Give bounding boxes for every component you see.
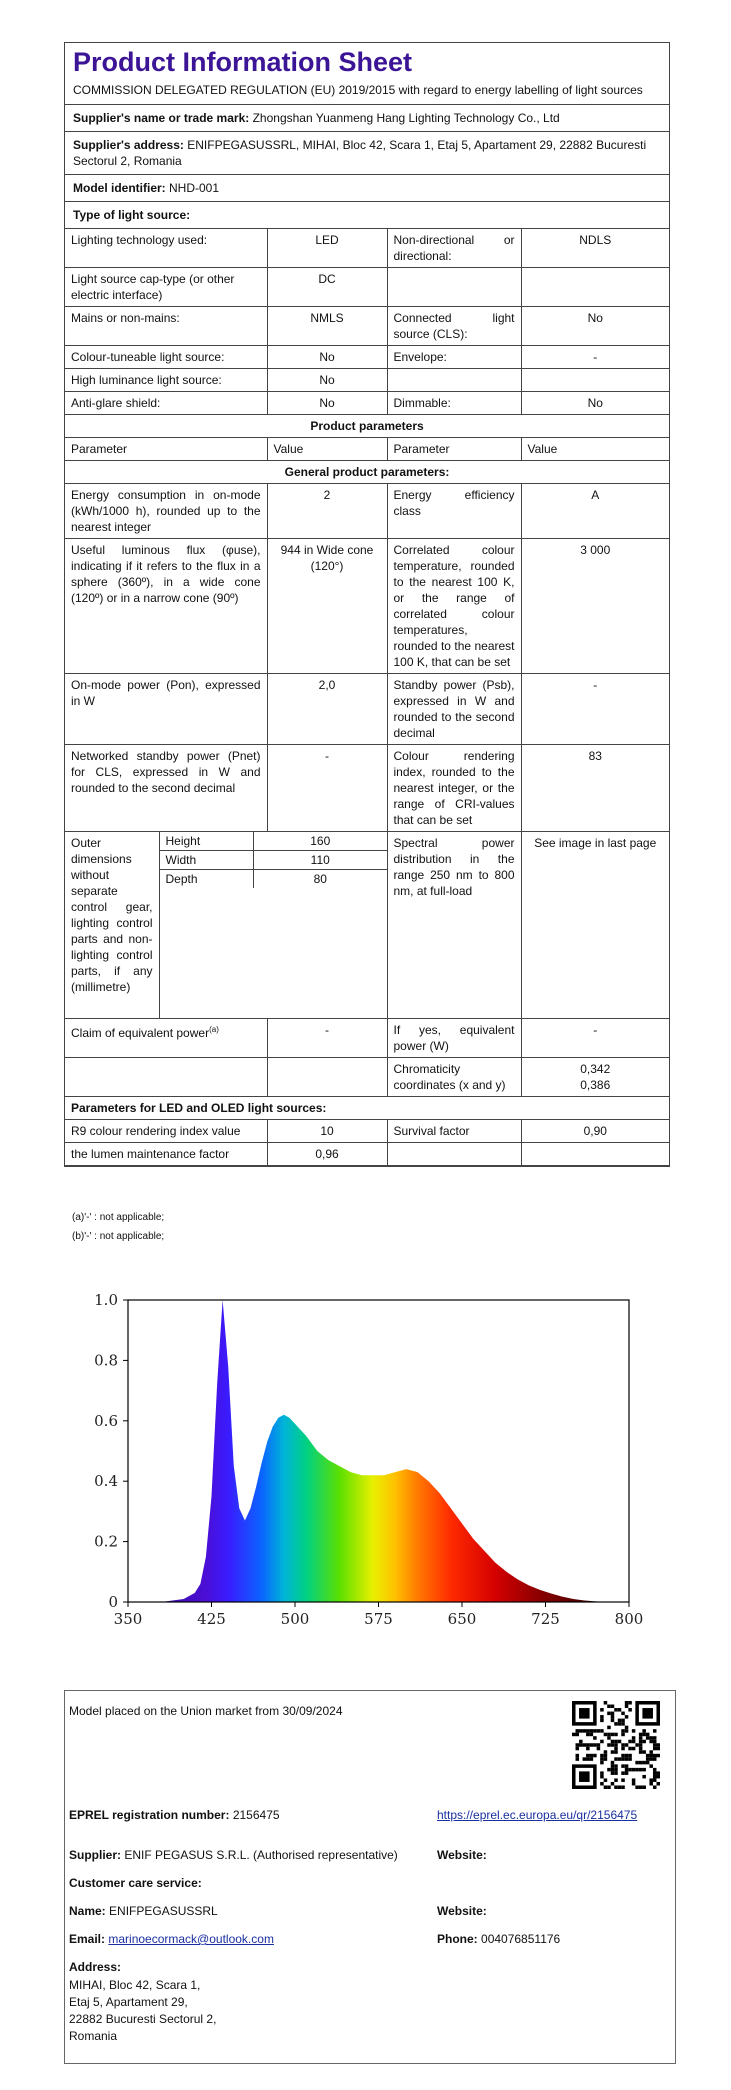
claim-value: - <box>267 1019 387 1058</box>
type-param-label-2: Dimmable: <box>387 392 521 415</box>
general-params-header: General product parameters: <box>65 461 669 484</box>
chromaticity-row <box>65 1058 669 1097</box>
general-param-value-2: A <box>521 484 669 539</box>
type-param-value: No <box>267 369 387 392</box>
type-param-value: NMLS <box>267 307 387 346</box>
spd-label: Spectral power distribution in the range 250 nm to 800 nm, at full-load <box>387 832 521 1019</box>
spd-value: See image in last page <box>521 832 669 1019</box>
x-tick-label: 500 <box>280 1610 310 1628</box>
x-tick-label: 800 <box>614 1610 644 1628</box>
general-header-row <box>65 461 669 484</box>
type-row <box>65 369 669 392</box>
general-param-value: 944 in Wide cone (120°) <box>267 539 387 674</box>
lumen-label: the lumen maintenance factor <box>65 1143 267 1166</box>
type-row <box>65 229 669 268</box>
general-param-label-2: Energy efficiency class <box>387 484 521 539</box>
type-param-label-2 <box>387 369 521 392</box>
type-row <box>65 307 669 346</box>
chromaticity-label: Chromaticity coordinates (x and y) <box>387 1058 521 1097</box>
lumen-row <box>65 1143 669 1166</box>
address-line: Etaj 5, Apartament 29, <box>69 1995 188 2009</box>
eprel-row <box>69 1807 280 1824</box>
columns-header-row <box>65 438 669 461</box>
market-date: Model placed on the Union market from 30/09/2024 <box>69 1704 343 1718</box>
customer-care-label: Customer care service: <box>69 1876 202 1890</box>
general-row <box>65 745 669 832</box>
r9-row <box>65 1120 669 1143</box>
supplier-row <box>65 105 669 132</box>
name-label: Name: <box>69 1904 106 1918</box>
address-line: MIHAI, Bloc 42, Scara 1, <box>69 1978 201 1992</box>
type-param-value-2: No <box>521 392 669 415</box>
eprel-number: 2156475 <box>232 1808 280 1822</box>
type-param-value-2 <box>521 369 669 392</box>
type-param-label: Colour-tuneable light source: <box>65 346 267 369</box>
supplier-value: Zhongshan Yuanmeng Hang Lighting Technology Co., Ltd <box>252 111 560 125</box>
general-param-value-2: 3 000 <box>521 539 669 674</box>
type-row <box>65 268 669 307</box>
type-param-value: No <box>267 346 387 369</box>
name-line <box>69 1903 218 1920</box>
r9-value: 10 <box>267 1120 387 1143</box>
address-label: Supplier's address: <box>73 138 184 152</box>
dimensions-label: Outer dimensions without separate control gear, lighting control parts and non-lighting control parts, if any (millimetre) <box>65 832 159 1018</box>
type-header: Type of light source: <box>65 202 669 229</box>
general-param-label: Networked standby power (Pnet) for CLS, expressed in W and rounded to the second decimal <box>65 745 267 832</box>
claim-row <box>65 1019 669 1058</box>
general-param-label-2: Correlated colour temperature, rounded to the nearest 100 K, or the range of correlated colour temperatures, rounded to the nearest 100 K, that can be set <box>387 539 521 674</box>
type-param-value-2: No <box>521 307 669 346</box>
footer-supplier-value: ENIF PEGASUS S.R.L. (Authorised representative) <box>124 1848 398 1862</box>
width-label: Width <box>160 851 254 870</box>
general-param-label: Energy consumption in on-mode (kWh/1000 h), rounded up to the nearest integer <box>65 484 267 539</box>
x-tick-label: 575 <box>364 1610 393 1628</box>
address-line: Romania <box>69 2029 118 2043</box>
general-param-label-2: Standby power (Psb), expressed in W and rounded to the second decimal <box>387 674 521 745</box>
x-tick-label: 350 <box>113 1610 143 1628</box>
website-label: Website: <box>437 1848 487 1862</box>
name-value: ENIFPEGASUSSRL <box>109 1904 218 1918</box>
chromaticity-y: 0,386 <box>580 1078 611 1092</box>
y-tick-label: 0.2 <box>94 1532 118 1551</box>
type-table <box>65 229 669 415</box>
type-param-value-2: NDLS <box>521 229 669 268</box>
col-parameter: Parameter <box>65 438 267 461</box>
general-param-label-2: Colour rendering index, rounded to the nearest integer, or the range of CRI-values that can be set <box>387 745 521 832</box>
claim-footnote-ref: (a) <box>209 1025 219 1034</box>
footer-address <box>69 1977 216 2045</box>
model-row <box>65 175 669 202</box>
product-params-header-row <box>65 415 669 438</box>
general-param-value: 2,0 <box>267 674 387 745</box>
survival-value: 0,90 <box>521 1120 669 1143</box>
equivalent-power-label: If yes, equivalent power (W) <box>387 1019 521 1058</box>
general-param-value-2: - <box>521 674 669 745</box>
x-tick-label: 650 <box>447 1610 477 1628</box>
spectral-chart-svg <box>64 1270 664 1650</box>
supplier-label: Supplier's name or trade mark: <box>73 111 250 125</box>
eprel-label: EPREL registration number: <box>69 1808 230 1822</box>
type-row <box>65 392 669 415</box>
survival-label: Survival factor <box>387 1120 521 1143</box>
type-param-label: High luminance light source: <box>65 369 267 392</box>
regulation-subtitle: COMMISSION DELEGATED REGULATION (EU) 2019/2015 with regard to energy labelling of light sources <box>65 80 669 105</box>
claim-label: Claim of equivalent power <box>71 1026 210 1040</box>
eprel-footer-box <box>64 1690 676 2064</box>
general-row <box>65 539 669 674</box>
model-label: Model identifier: <box>73 181 166 195</box>
spectral-chart <box>64 1270 664 1650</box>
y-tick-label: 1.0 <box>94 1291 118 1309</box>
general-row <box>65 674 669 745</box>
chromaticity-x: 0,342 <box>580 1062 611 1076</box>
y-tick-label: 0.4 <box>94 1472 118 1491</box>
type-param-value: DC <box>267 268 387 307</box>
product-params-header: Product parameters <box>65 415 669 438</box>
col-parameter-2: Parameter <box>387 438 521 461</box>
params-table <box>65 415 669 1166</box>
lumen-value: 0,96 <box>267 1143 387 1166</box>
spectrum-area <box>161 1300 606 1602</box>
email-label: Email: <box>69 1932 106 1946</box>
footnote-b: (b)'-' : not applicable; <box>72 1231 165 1242</box>
col-value-2: Value <box>521 438 669 461</box>
general-row <box>65 484 669 539</box>
model-value: NHD-001 <box>169 181 220 195</box>
col-value: Value <box>267 438 387 461</box>
general-param-value: 2 <box>267 484 387 539</box>
qr-code-icon[interactable] <box>572 1701 660 1789</box>
type-param-label: Mains or non-mains: <box>65 307 267 346</box>
type-param-value: No <box>267 392 387 415</box>
footer-address-label: Address: <box>69 1960 122 1974</box>
type-param-label: Anti-glare shield: <box>65 392 267 415</box>
type-param-label: Light source cap-type (or other electric interface) <box>65 268 267 307</box>
page-title: Product Information Sheet <box>73 47 413 77</box>
general-param-label: Useful luminous flux (φuse), indicating if it refers to the flux in a sphere (360º), in a wide cone (120º) or in a narrow cone (90º) <box>65 539 267 674</box>
type-param-label-2: Non-directional or directional: <box>387 229 521 268</box>
general-param-value: - <box>267 745 387 832</box>
r9-label: R9 colour rendering index value <box>65 1120 267 1143</box>
depth-label: Depth <box>165 872 198 886</box>
y-tick-label: 0 <box>108 1593 118 1611</box>
email-link[interactable]: marinoecormack@outlook.com <box>108 1932 274 1946</box>
footer-supplier-label: Supplier: <box>69 1848 122 1862</box>
type-row <box>65 346 669 369</box>
equivalent-power-value: - <box>521 1019 669 1058</box>
phone-line <box>437 1931 560 1948</box>
phone-label: Phone: <box>437 1932 478 1946</box>
dimensions-row <box>65 832 669 1019</box>
type-param-label: Lighting technology used: <box>65 229 267 268</box>
height-label: Height <box>160 832 254 851</box>
x-tick-label: 725 <box>531 1610 560 1628</box>
address-line: 22882 Bucuresti Sectorul 2, <box>69 2012 217 2026</box>
eprel-link[interactable]: https://eprel.ec.europa.eu/qr/2156475 <box>437 1808 638 1822</box>
dimensions-subtable <box>160 832 387 888</box>
type-param-label-2: Connected light source (CLS): <box>387 307 521 346</box>
type-param-label-2 <box>387 268 521 307</box>
address-value: ENIFPEGASUSSRL, MIHAI, Bloc 42, Scara 1, Etaj 5, Apartament 29, 22882 Bucuresti Sectorul 2, Romania <box>73 138 647 168</box>
height-value: 160 <box>254 832 387 851</box>
phone-value: 004076851176 <box>481 1932 561 1946</box>
general-param-label: On-mode power (Pon), expressed in W <box>65 674 267 745</box>
led-params-header: Parameters for LED and OLED light sources: <box>65 1097 669 1120</box>
type-param-value-2 <box>521 268 669 307</box>
type-param-value: LED <box>267 229 387 268</box>
x-tick-label: 425 <box>197 1610 226 1628</box>
footnotes <box>68 1208 168 1246</box>
general-param-value-2: 83 <box>521 745 669 832</box>
y-tick-label: 0.6 <box>94 1411 118 1430</box>
depth-value: 80 <box>254 870 387 889</box>
email-line <box>69 1931 274 1948</box>
website-label-2: Website: <box>437 1904 487 1918</box>
product-information-sheet <box>64 42 670 1167</box>
address-row <box>65 132 669 175</box>
supplier-line <box>69 1847 398 1864</box>
footnote-a: (a)'-' : not applicable; <box>72 1212 165 1223</box>
y-tick-label: 0.8 <box>94 1351 118 1370</box>
type-param-value-2: - <box>521 346 669 369</box>
type-param-label-2: Envelope: <box>387 346 521 369</box>
led-header-row <box>65 1097 669 1120</box>
width-value: 110 <box>254 851 387 870</box>
